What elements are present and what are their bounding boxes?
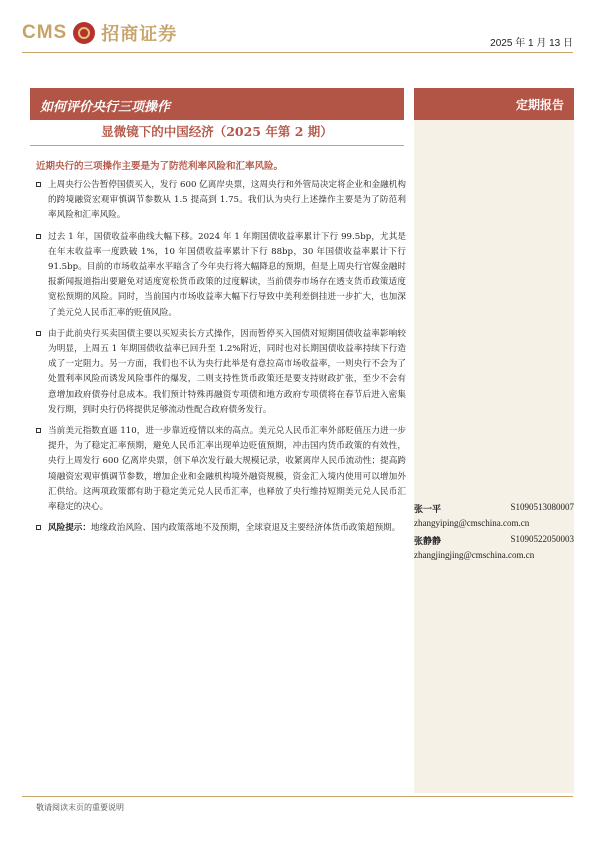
logo-text-cn: 招商证券 <box>101 24 178 45</box>
analyst-cert: S1090513080007 <box>510 502 574 512</box>
logo-emblem-icon <box>73 22 95 44</box>
analyst-name: 张静静 <box>414 537 442 547</box>
bullet-text: 上周央行公告暂停国债买入，发行 600 亿离岸央票，这周央行和外管局决定将企业和金融机构的跨境融资宏观审慎调节参数从 1.5 提高到 1.75。我们认为央行上述操作主要是为了防范利率风险和汇率风险。 <box>48 180 406 221</box>
bullet-text: 由于此前央行买卖国债主要以买短卖长方式操作，因而暂停买入国债对短期国债收益率影响较为明显，上周五 1 年期国债收益率已回升至 1.2%附近，同时也对长期国债收益率持续下行造成了一定阻力。另一方面，我们也不认为央行此举是有意拉高市场收益率，一则央行不会为了处置利率风险而诱发风险事件的爆发，二则支持性货币政策还是要支持财政扩张，至少不会有意增加政府债券付息成本。我们预计特殊再融资专项债和地方政府专项债将在春节后进入密集发行期，到时央行仍将提供足够流动性配合政府债务发行。 <box>48 328 406 415</box>
subtitle-divider <box>30 145 404 146</box>
bullet-paragraph <box>36 327 406 418</box>
bullet-square-icon <box>36 428 41 433</box>
sidebar-panel <box>414 88 574 793</box>
report-body <box>36 178 406 542</box>
analyst-email[interactable]: zhangyiping@cmschina.com.cn <box>414 518 530 528</box>
bullet-square-icon <box>36 234 41 239</box>
report-title: 如何评价央行三项操作 <box>40 100 171 115</box>
bullet-paragraph <box>36 424 406 515</box>
bullet-text: 当前美元指数直逼 110，进一步靠近疫情以来的高点。美元兑人民币汇率外部贬值压力进一步提升，为了稳定汇率预期，避免人民币汇率出现单边贬值预期，冲击国内货币政策的有效性，央行上周发行 600 亿离岸央票，创下单次发行最大规模记录，收紧离岸人民币流动性；提高跨境融资宏观审慎调节参数，增加企业和金融机构境外融资规模，资金汇入境内使用可以增加外汇供给。这两项政策都有助于稳定美元兑人民币汇率，也释放了央行维持短期美元兑人民币汇率稳定的决心。 <box>48 426 406 513</box>
bullet-paragraph <box>36 230 406 321</box>
analyst-name: 张一平 <box>414 505 442 515</box>
footer-note: 敬请阅读末页的重要说明 <box>36 803 124 812</box>
summary-line: 近期央行的三项操作主要是为了防范利率风险和汇率风险。 <box>36 161 284 172</box>
bullet-square-icon <box>36 182 41 187</box>
analyst-card <box>414 534 574 560</box>
company-logo <box>22 20 177 46</box>
analyst-card <box>414 502 574 528</box>
footer-divider <box>22 796 573 797</box>
risk-warning <box>36 521 406 536</box>
bullet-paragraph <box>36 178 406 224</box>
report-date: 2025 年 1 月 13 日 <box>490 38 573 49</box>
report-type: 定期报告 <box>515 98 564 112</box>
analyst-email[interactable]: zhangjingjing@cmschina.com.cn <box>414 550 535 560</box>
bullet-text: 过去 1 年，国债收益率曲线大幅下移。2024 年 1 年期国债收益率累计下行 99.5bp，尤其是在年末收益率一度跌破 1%，10 年国债收益率累计下行 88bp，30 年国债收益率累计下行 91.5bp。目前的市场收益率水平暗含了今年央行将大幅降息的预期，但是上周央行官媒金融时报新闻报道指出要避免对适度宽松货币政策的过度解读，当前债券市场存在透支货币政策适度宽松预期的风险。同时，当前国内市场收益率大幅下行导致中美利差倒挂进一步扩大，也加深了美元兑人民币汇率的贬值风险。 <box>48 231 406 318</box>
risk-text: 地缘政治风险、国内政策落地不及预期，全球衰退及主要经济体货币政策超预期。 <box>90 523 401 534</box>
bullet-square-icon <box>36 331 41 336</box>
header-divider <box>22 52 573 53</box>
report-type-bar <box>414 88 574 120</box>
report-subtitle: 显微镜下的中国经济（2025 年第 2 期） <box>101 124 333 139</box>
analyst-cert: S1090522050003 <box>510 534 574 544</box>
title-bar <box>30 88 404 120</box>
bullet-square-icon <box>36 525 41 530</box>
logo-text-en: CMS <box>22 22 68 43</box>
risk-title: 风险提示： <box>48 523 91 534</box>
